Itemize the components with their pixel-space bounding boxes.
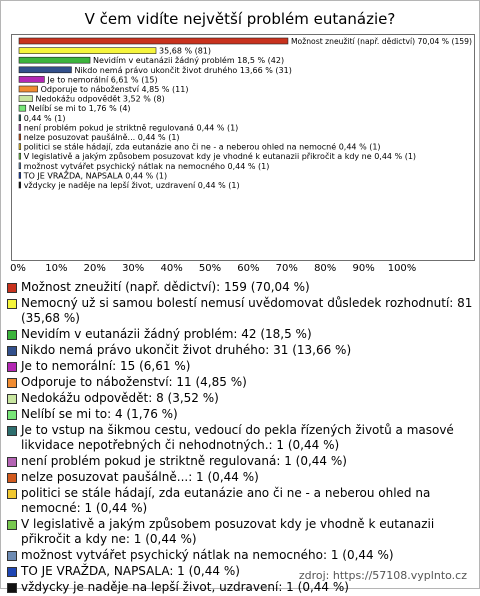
legend-item [6, 517, 474, 547]
legend-swatch [7, 583, 17, 593]
legend-swatch [7, 283, 17, 293]
bar-label-2: 35,68 % (81) [159, 46, 212, 56]
legend-item [6, 580, 474, 595]
legend-swatch [7, 362, 17, 372]
x-tick-label: 100% [387, 263, 417, 274]
x-tick-label: 40% [160, 263, 183, 274]
x-tick-label: 90% [352, 263, 375, 274]
legend-swatch [7, 520, 17, 530]
bar-label-15: TO JE VRAŽDA, NAPSALA 0,44 % (1) [23, 171, 168, 181]
bar-label-12: politici se stále hádají, zda eutanázie ano či ne - a neberou ohled na nemocné 0,44 % (1) [23, 142, 381, 152]
legend-label: Odporuje to náboženství: 11 (4,85 %) [21, 375, 247, 389]
x-tick-label: 10% [45, 263, 68, 274]
legend-item [6, 391, 474, 406]
bar-3 [19, 57, 90, 63]
x-tick-label: 30% [122, 263, 145, 274]
legend-label: V legislativě a jakým způsobem posuzovat kdy je vhodně k eutanazii přikročit a kdy ne: 1 (0,44 %) [21, 517, 435, 546]
legend-label: není problém pokud je striktně regulovaná: 1 (0,44 %) [21, 454, 347, 468]
chart-title: V čem vidíte největší problém eutanázie? [84, 10, 396, 28]
bar-label-6: Odporuje to náboženství 4,85 % (11) [40, 85, 189, 94]
bar-label-7: Nedokážu odpovědět 3,52 % (8) [35, 94, 165, 104]
legend-swatch [7, 567, 17, 577]
legend-item [6, 486, 474, 516]
bar-4 [19, 67, 71, 73]
legend-swatch [7, 551, 17, 561]
legend-item [6, 375, 474, 390]
legend-swatch [7, 457, 17, 467]
legend-item [6, 454, 474, 469]
bar-11 [19, 134, 21, 140]
legend-swatch [7, 378, 17, 388]
bar-12 [19, 144, 21, 150]
bar-13 [19, 153, 21, 159]
legend-item [6, 343, 474, 358]
legend-item [6, 548, 474, 563]
legend-label: Možnost zneužití (např. dědictví): 159 (70,04 %) [21, 280, 310, 294]
bar-label-14: možnost vytvářet psychický nátlak na nemocného 0,44 % (1) [23, 161, 270, 171]
bar-14 [19, 163, 21, 169]
bar-label-11: nelze posuzovat paušálně... 0,44 % (1) [23, 133, 180, 142]
x-tick-label: 50% [198, 263, 222, 274]
legend-label: Nevidím v eutanázii žádný problém: 42 (18,5 %) [21, 327, 312, 341]
legend-swatch [7, 299, 17, 309]
bar-15 [19, 172, 21, 178]
bar-6 [19, 86, 38, 92]
bar-label-9: 0,44 % (1) [23, 113, 66, 123]
x-tick-label: 0% [10, 263, 26, 274]
x-axis [1, 263, 480, 277]
x-tick-label: 20% [83, 263, 106, 274]
legend-item [6, 327, 474, 342]
bar-label-16: vždycky je naděje na lepší život, uzdravení 0,44 % (1) [23, 181, 240, 190]
legend-swatch [7, 426, 17, 436]
legend-label: Nemocný už si samou bolestí nemusí uvědomovat důsledek rozhodnutí: 81 (35,68 %) [21, 296, 473, 325]
legend-swatch [7, 346, 17, 356]
bar-label-3: Nevidím v eutanázii žádný problém 18,5 % (42) [93, 56, 285, 66]
legend-item [6, 280, 474, 295]
legend-label: Je to vstup na šikmou cestu, vedoucí do pekla řízených životů a masové likvidace nepotřebných či nehodnotných.: 1 (0,44 %) [21, 423, 454, 452]
legend-swatch [7, 330, 17, 340]
bar-10 [19, 124, 21, 130]
bar-2 [19, 48, 156, 54]
bar-1 [19, 38, 288, 44]
legend-swatch [7, 489, 17, 499]
legend-item [6, 359, 474, 374]
bar-label-13: V legislativě a jakým způsobem posuzovat kdy je vhodné k eutanazii přikročit a kdy ne 0,44 % (1) [23, 152, 417, 162]
legend-label: nelze posuzovat paušálně...: 1 (0,44 %) [21, 470, 259, 484]
legend-label: Nedokážu odpovědět: 8 (3,52 %) [21, 391, 219, 405]
legend-label: Nelíbí se mi to: 4 (1,76 %) [21, 407, 178, 421]
legend-item [6, 296, 474, 326]
legend-label: politici se stále hádají, zda eutanázie ano či ne - a neberou ohled na nemocné: 1 (0,44 %) [21, 486, 431, 515]
bar-label-8: Nelíbí se mi to 1,76 % (4) [28, 104, 131, 114]
legend-swatch [7, 394, 17, 404]
legend-swatch [7, 410, 17, 420]
legend-label: možnost vytvářet psychický nátlak na nemocného: 1 (0,44 %) [21, 548, 394, 562]
plot-area [11, 34, 475, 261]
legend-label: Nikdo nemá právo ukončit život druhého: 31 (13,66 %) [21, 343, 352, 357]
bar-label-5: Je to nemorální 6,61 % (15) [47, 75, 158, 85]
legend-item [6, 407, 474, 422]
legend-label: TO JE VRAŽDA, NAPSALA: 1 (0,44 %) [21, 564, 240, 578]
x-tick-label: 80% [314, 263, 337, 274]
x-tick-label: 60% [237, 263, 260, 274]
source-credit: zdroj: https://57108.vyplnto.cz [298, 569, 467, 582]
bar-16 [19, 182, 21, 188]
legend-item [6, 423, 474, 453]
legend [6, 280, 474, 596]
bar-label-4: Nikdo nemá právo ukončit život druhého 13,66 % (31) [74, 65, 292, 75]
x-tick-label: 70% [275, 263, 298, 274]
bar-chart [12, 35, 474, 260]
bar-5 [19, 76, 44, 82]
legend-label: vždycky je naděje na lepší život, uzdravení: 1 (0,44 %) [21, 580, 349, 594]
bar-label-1: Možnost zneužití (např. dědictví) 70,04 % (159) [290, 37, 472, 46]
legend-swatch [7, 473, 17, 483]
bar-9 [19, 115, 21, 121]
bar-8 [19, 105, 26, 111]
legend-label: Je to nemorální: 15 (6,61 %) [21, 359, 191, 373]
legend-item [6, 470, 474, 485]
bar-label-10: není problém pokud je striktně regulovaná 0,44 % (1) [23, 123, 239, 133]
bar-7 [19, 96, 33, 102]
